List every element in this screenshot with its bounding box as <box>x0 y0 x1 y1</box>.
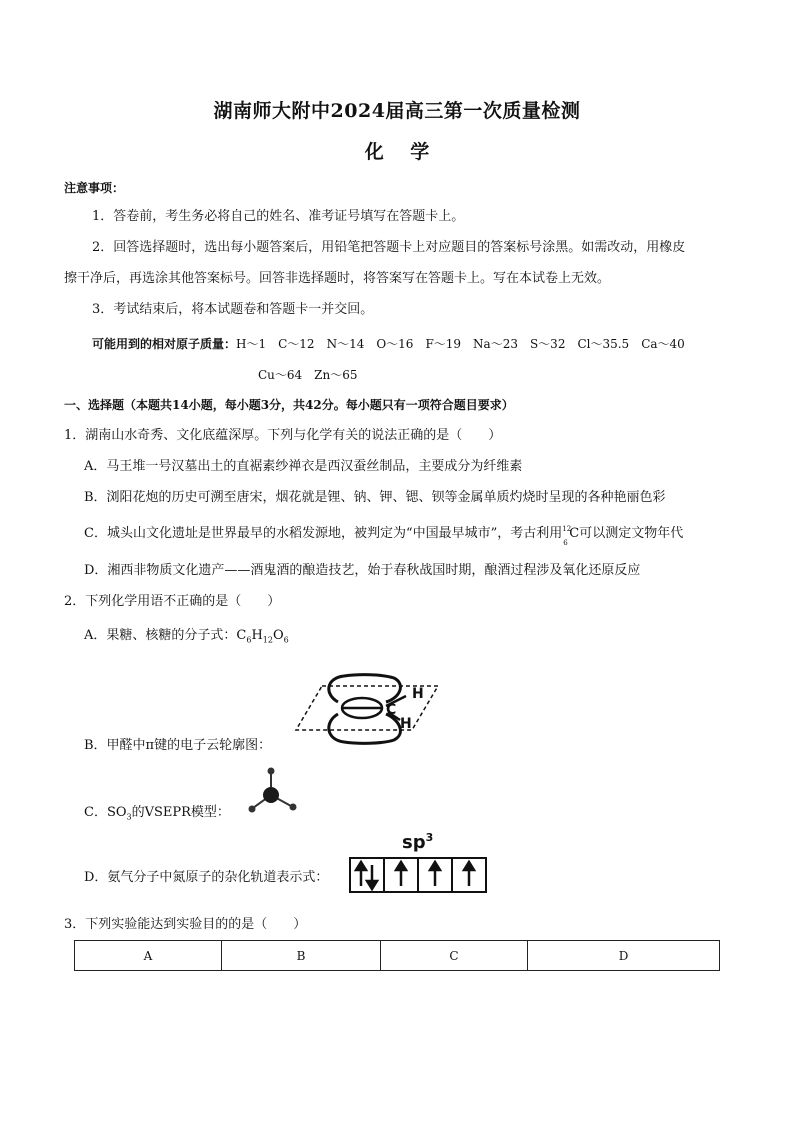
notice-heading: 注意事项： <box>64 181 125 195</box>
atomic-mass-label: 可能用到的相对原子质量： <box>92 337 237 351</box>
isotope-element: C <box>569 526 580 541</box>
q3-options-table <box>74 940 720 971</box>
notice-item-3: 3．考试结束后，将本试题卷和答题卡一并交回。 <box>92 302 374 317</box>
pi-fig-hydrogen-label-2: H <box>400 716 412 732</box>
sp3-label <box>402 832 433 853</box>
table-header-a: A <box>75 941 222 971</box>
q1-option-a: A．马王堆一号汉墓出土的直裾素纱禅衣是西汉蚕丝制品，主要成分为纤维素 <box>84 459 523 474</box>
formula-sub: 3 <box>126 812 132 822</box>
hybrid-orbital-figure <box>348 832 488 896</box>
vsepr-model-figure <box>246 766 302 816</box>
formula-h: H <box>251 628 263 643</box>
q2-option-b: B．甲醛中π键的电子云轮廓图： <box>84 738 272 753</box>
q2-option-c <box>84 805 230 821</box>
table-header-d: D <box>528 941 720 971</box>
q1-option-c-text: C．城头山文化遗址是世界最早的水稻发源地，被判定为“中国最早城市”，考古利用 <box>84 526 563 541</box>
sp-text: sp <box>402 832 426 853</box>
atomic-mass-values-2: Cu～64 Zn～65 <box>258 368 358 382</box>
notice-item-1: 1．答卷前，考生务必将自己的姓名、准考证号填写在答题卡上。 <box>92 209 465 224</box>
table-header-c: C <box>381 941 528 971</box>
pi-bond-electron-cloud-figure <box>294 672 442 746</box>
q1-option-b: B．浏阳花炮的历史可溯至唐宋，烟花就是锂、钠、钾、锶、钡等金属单质灼烧时呈现的各种艳丽色彩 <box>84 490 666 505</box>
q2-option-a-text: A．果糖、核糖的分子式： <box>84 628 237 643</box>
q2-option-d: D．氨气分子中氮原子的杂化轨道表示式： <box>84 870 329 885</box>
table-header-b: B <box>222 941 381 971</box>
notice-item-2: 2．回答选择题时，选出每小题答案后，用铅笔把答题卡上对应题目的答案标号涂黑。如需改动，用橡皮 <box>92 240 686 255</box>
sp-sup: 3 <box>425 831 434 844</box>
pi-fig-carbon-label: C <box>386 702 397 718</box>
formula-sub: 12 <box>262 635 273 645</box>
q1-option-c-post: 可以测定文物年代 <box>579 526 684 541</box>
subject-title: 化 学 <box>364 141 430 163</box>
q1-stem: 1．湖南山水奇秀、文化底蕴深厚。下列与化学有关的说法正确的是（ ） <box>64 428 502 443</box>
q2-option-a <box>84 628 289 644</box>
q2-option-c-post: 的VSEPR模型： <box>131 805 230 820</box>
pi-fig-hydrogen-label-1: H <box>412 686 424 702</box>
q2-stem: 2．下列化学用语不正确的是（ ） <box>64 594 281 609</box>
formula-o: O <box>272 628 284 643</box>
isotope-z: 6 <box>563 538 568 547</box>
table-row <box>75 941 720 971</box>
atomic-mass-line-1 <box>92 336 685 352</box>
isotope-mass: 12 <box>562 524 572 533</box>
atomic-mass-values-1: H～1 C～12 N～14 O～16 F～19 Na～23 S～32 Cl～35.5 Ca～40 <box>236 337 685 351</box>
q1-option-c <box>84 524 684 547</box>
notice-item-2-cont: 擦干净后，再选涂其他答案标号。回答非选择题时，将答案写在答题卡上。写在本试卷上无效。 <box>64 271 611 286</box>
q1-option-d: D．湘西非物质文化遗产——酒鬼酒的酿造技艺，始于春秋战国时期，酿酒过程涉及氧化还原反应 <box>84 563 641 578</box>
q2-option-c-text: C．SO <box>84 805 127 820</box>
formula-sub: 6 <box>283 635 289 645</box>
isotope-notation <box>562 524 572 547</box>
section-heading: 一、选择题（本题共14小题，每小题3分，共42分。每小题只有一项符合题目要求） <box>64 398 514 412</box>
formula-sub: 6 <box>246 635 252 645</box>
q3-stem: 3．下列实验能达到实验目的的是（ ） <box>64 917 307 932</box>
page-title: 湖南师大附中2024届高三第一次质量检测 <box>213 100 581 122</box>
formula-c: C <box>236 628 247 643</box>
